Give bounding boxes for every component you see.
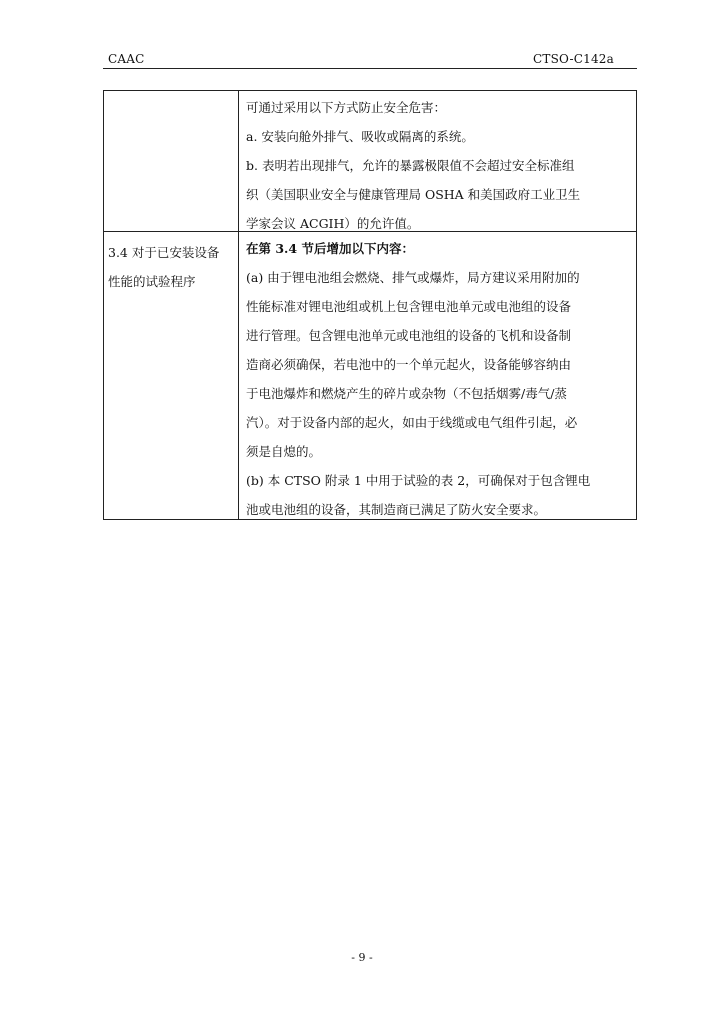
row2-line: 须是自熄的。 <box>246 444 322 459</box>
row1-line: 可通过采用以下方式防止安全危害： <box>246 100 447 115</box>
row2-line: 池或电池组的设备，其制造商已满足了防火安全要求。 <box>246 502 547 517</box>
row2-heading: 在第 3.4 节后增加以下内容： <box>246 241 414 256</box>
row2-line: (b) 本 CTSO 附录 1 中用于试验的表 2，可确保对于包含锂电 <box>246 473 591 488</box>
row2-line: 性能标准对锂电池组或机上包含锂电池单元或电池组的设备 <box>246 299 572 314</box>
page-number: - 9 - <box>351 951 373 964</box>
row1-line: 学家会议 ACGIH）的允许值。 <box>246 216 420 231</box>
row2-line: (a) 由于锂电池组会燃烧、排气或爆炸，局方建议采用附加的 <box>246 270 580 285</box>
row2-left-line: 性能的试验程序 <box>108 274 196 289</box>
row2-line: 汽）。对于设备内部的起火，如由于线缆或电气组件引起，必 <box>246 415 578 430</box>
row2-left-cell <box>104 232 239 519</box>
row1-left-cell <box>104 91 239 231</box>
header-rule <box>103 68 637 69</box>
row1-line: 织（美国职业安全与健康管理局 OSHA 和美国政府工业卫生 <box>246 187 581 202</box>
row1-line: b. 表明若出现排气，允许的暴露极限值不会超过安全标准组 <box>246 158 575 173</box>
header-org: CAAC <box>108 52 145 66</box>
row2-line: 进行管理。包含锂电池单元或电池组的设备的飞机和设备制 <box>246 328 572 343</box>
content-table <box>103 90 637 520</box>
table-row <box>104 91 636 231</box>
row2-right-cell <box>239 232 636 519</box>
row2-left-line: 3.4 对于已安装设备 <box>108 245 220 260</box>
table-row <box>104 231 636 519</box>
row2-line: 造商必须确保，若电池中的一个单元起火，设备能够容纳由 <box>246 357 572 372</box>
row1-line: a. 安装向舱外排气、吸收或隔离的系统。 <box>246 129 474 144</box>
row1-right-cell <box>239 91 636 231</box>
header-doc-id: CTSO-C142a <box>533 52 614 66</box>
row2-line: 于电池爆炸和燃烧产生的碎片或杂物（不包括烟雾/毒气/蒸 <box>246 386 567 401</box>
